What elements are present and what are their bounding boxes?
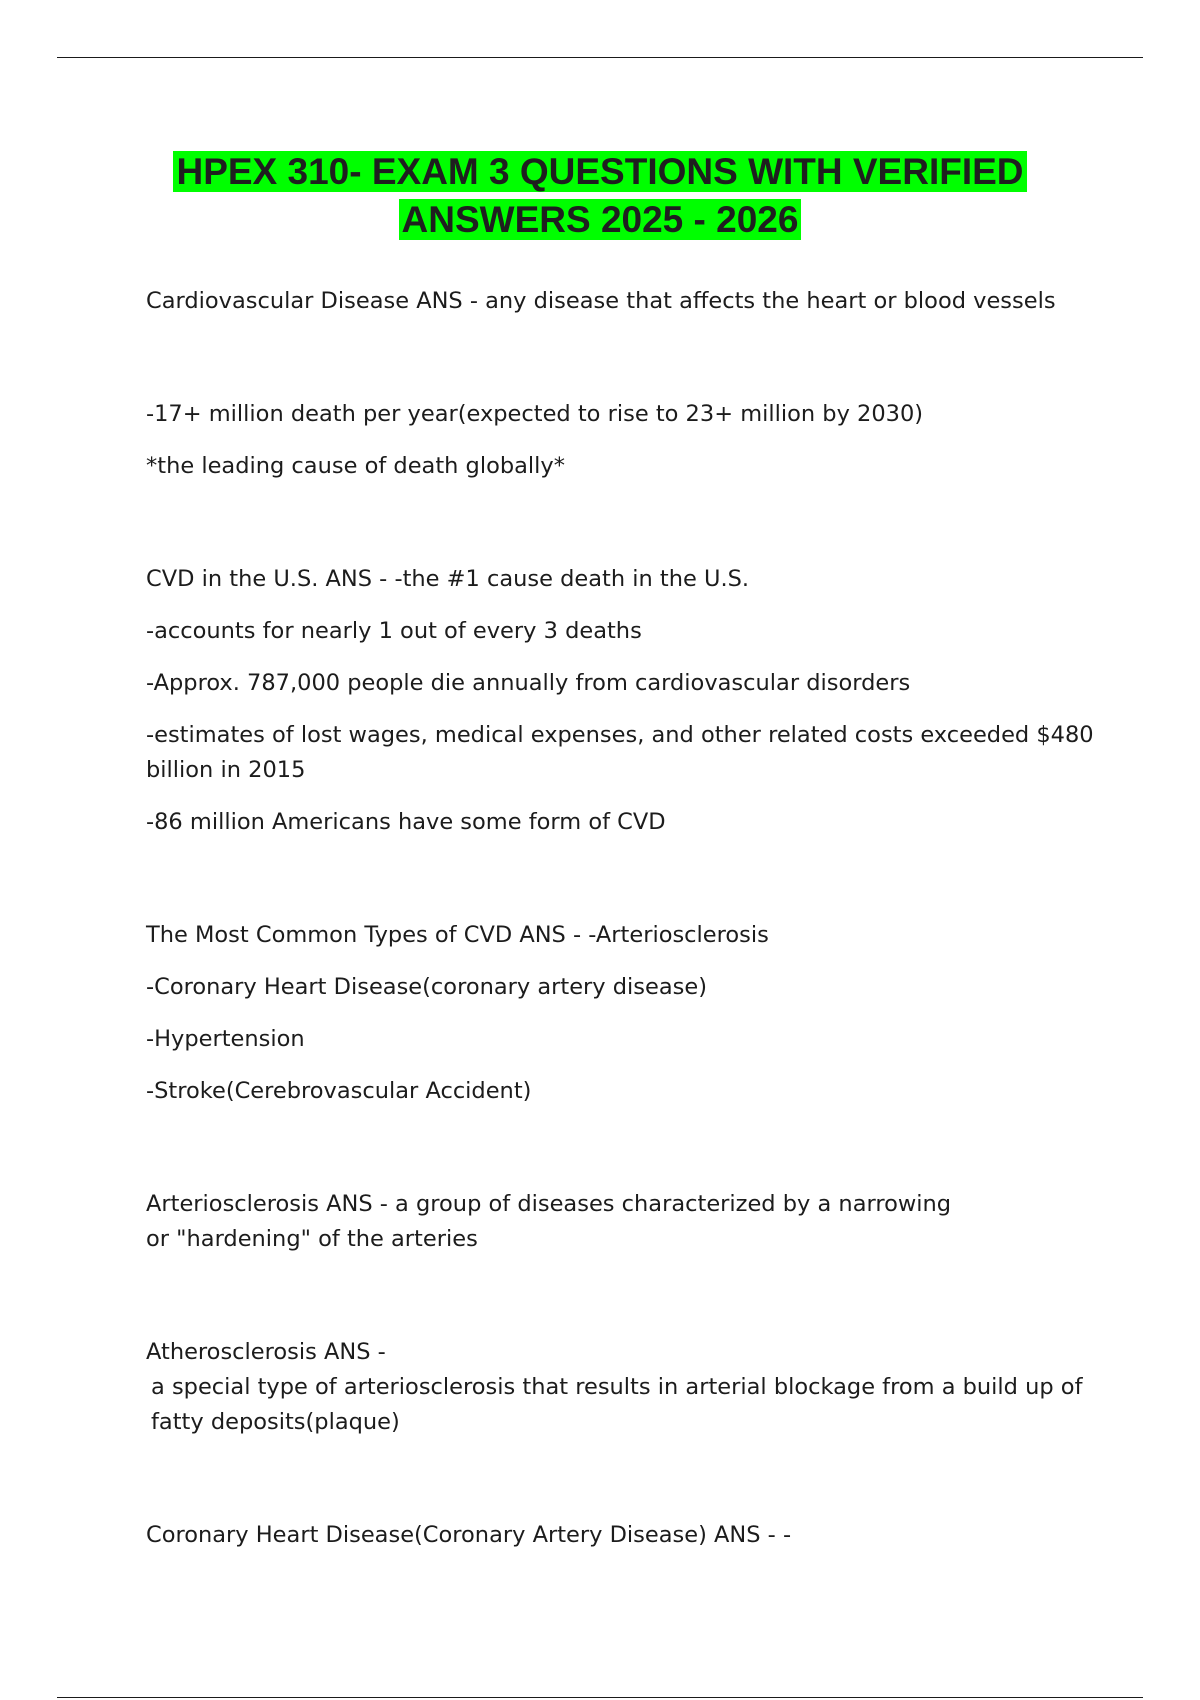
footer-rule (57, 1697, 1143, 1698)
entry-text: -86 million Americans have some form of CVD (146, 809, 666, 835)
entry-text: Atherosclerosis ANS - (146, 1339, 386, 1365)
entry-text: a special type of arteriosclerosis that results in arterial blockage from a build up of (151, 1374, 1083, 1400)
entry-text: The Most Common Types of CVD ANS - -Arteriosclerosis (146, 922, 769, 948)
entry-text: -Stroke(Cerebrovascular Accident) (146, 1078, 532, 1104)
entry-text: -17+ million death per year(expected to rise to 23+ million by 2030) (146, 401, 924, 427)
entry-text: fatty deposits(plaque) (151, 1409, 400, 1435)
entry-text: or "hardening" of the arteries (146, 1226, 478, 1252)
entry-text: *the leading cause of death globally* (146, 453, 565, 479)
entry-cardiovascular-disease (146, 284, 1096, 484)
entry-text: Arteriosclerosis ANS - a group of diseases characterized by a narrowing (146, 1191, 952, 1217)
entry-text: CVD in the U.S. ANS - -the #1 cause death in the U.S. (146, 566, 750, 592)
entry-text: -Coronary Heart Disease(coronary artery disease) (146, 974, 708, 1000)
entry-arteriosclerosis (146, 1187, 1096, 1257)
entry-coronary-heart-disease (146, 1518, 1096, 1553)
entry-text: Coronary Heart Disease(Coronary Artery Disease) ANS - - (146, 1522, 792, 1548)
document-body (146, 284, 1096, 1553)
entry-atherosclerosis (146, 1335, 1096, 1440)
entry-cvd-in-us (146, 562, 1096, 840)
title-line-1: HPEX 310- EXAM 3 QUESTIONS WITH VERIFIED (173, 151, 1026, 192)
entry-text: Cardiovascular Disease ANS - any disease that affects the heart or blood vessels (146, 288, 1056, 314)
entry-text: -estimates of lost wages, medical expenses, and other related costs exceeded $480 billion in 2015 (146, 722, 1094, 783)
header-rule (57, 57, 1143, 58)
entry-text: -Hypertension (146, 1026, 305, 1052)
entry-common-types-cvd (146, 918, 1096, 1109)
entry-text: -Approx. 787,000 people die annually from cardiovascular disorders (146, 670, 911, 696)
document-title (60, 148, 1140, 244)
entry-text: -accounts for nearly 1 out of every 3 deaths (146, 618, 642, 644)
title-line-2: ANSWERS 2025 - 2026 (399, 199, 802, 240)
